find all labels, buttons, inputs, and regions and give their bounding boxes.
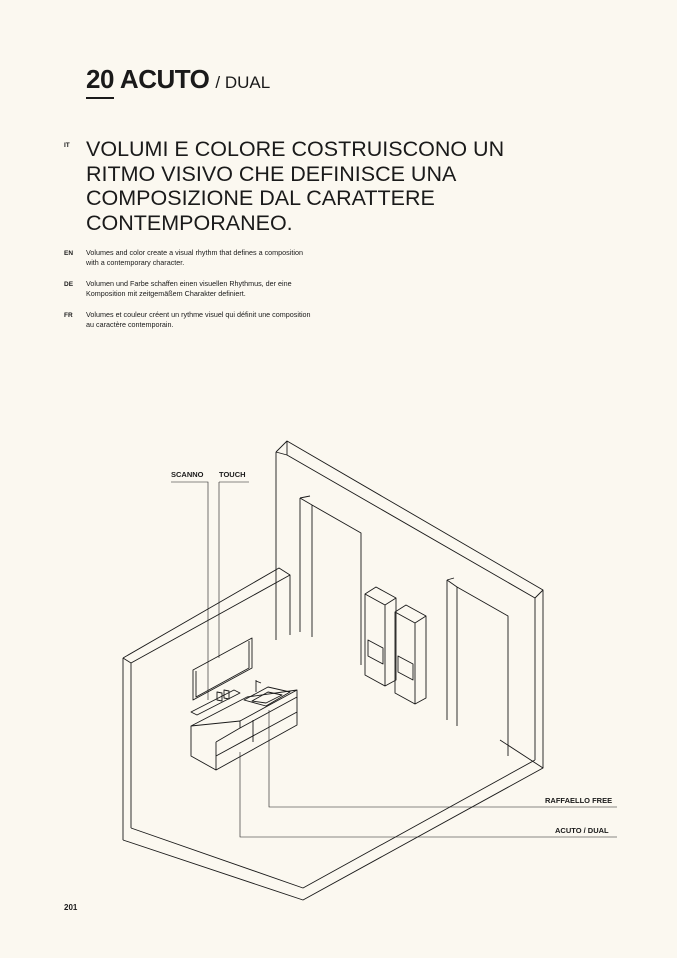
label-raffaello-free: RAFFAELLO FREE bbox=[545, 796, 613, 805]
label-touch: TOUCH bbox=[219, 470, 246, 479]
vanity-body bbox=[191, 697, 297, 770]
mirror bbox=[193, 638, 252, 700]
lang-code-it: IT bbox=[64, 142, 70, 149]
leader-raffaello bbox=[269, 710, 617, 807]
floor-outline bbox=[123, 740, 543, 900]
door-left bbox=[300, 496, 361, 665]
tall-cabinet-2 bbox=[395, 605, 426, 704]
text-fr-line-1: Volumes et couleur créent un rythme visuel qui définit une composition bbox=[86, 310, 311, 319]
lang-code-de: DE bbox=[64, 281, 74, 288]
series-subtitle: / DUAL bbox=[215, 73, 271, 92]
text-de-line-1: Volumen und Farbe schaffen einen visuellen Rhythmus, der eine bbox=[86, 279, 292, 288]
leader-acuto-dual bbox=[240, 752, 617, 837]
lang-code-en: EN bbox=[64, 250, 74, 257]
text-en-line-1: Volumes and color create a visual rhythm that defines a composition bbox=[86, 248, 303, 257]
basin bbox=[244, 687, 290, 706]
label-scanno: SCANNO bbox=[171, 470, 204, 479]
headline: VOLUMI E COLORE COSTRUISCONO UN RITMO VISIVO CHE DEFINISCE UNA COMPOSIZIONE DAL CARATTERE CONTEMPORANEO. bbox=[86, 137, 505, 235]
lang-code-fr: FR bbox=[64, 312, 73, 319]
tall-cabinet-1 bbox=[365, 587, 396, 686]
text-en-line-2: with a contemporary character. bbox=[86, 258, 185, 267]
back-wall bbox=[276, 441, 543, 768]
shelf bbox=[191, 690, 240, 715]
door-right bbox=[447, 578, 508, 756]
leader-scanno bbox=[171, 482, 208, 700]
label-acuto-dual: ACUTO / DUAL bbox=[555, 826, 609, 835]
faucet bbox=[256, 680, 261, 692]
text-de-line-2: Komposition mit zeitgemäßem Charakter definiert. bbox=[86, 289, 246, 298]
page-number: 201 bbox=[64, 903, 78, 912]
floor-inner-edge bbox=[131, 760, 535, 888]
text-fr-line-2: au caractère contemporain. bbox=[86, 320, 174, 329]
leader-touch bbox=[219, 482, 249, 658]
series-name: ACUTO bbox=[119, 64, 210, 94]
section-number: 20 bbox=[86, 64, 114, 94]
